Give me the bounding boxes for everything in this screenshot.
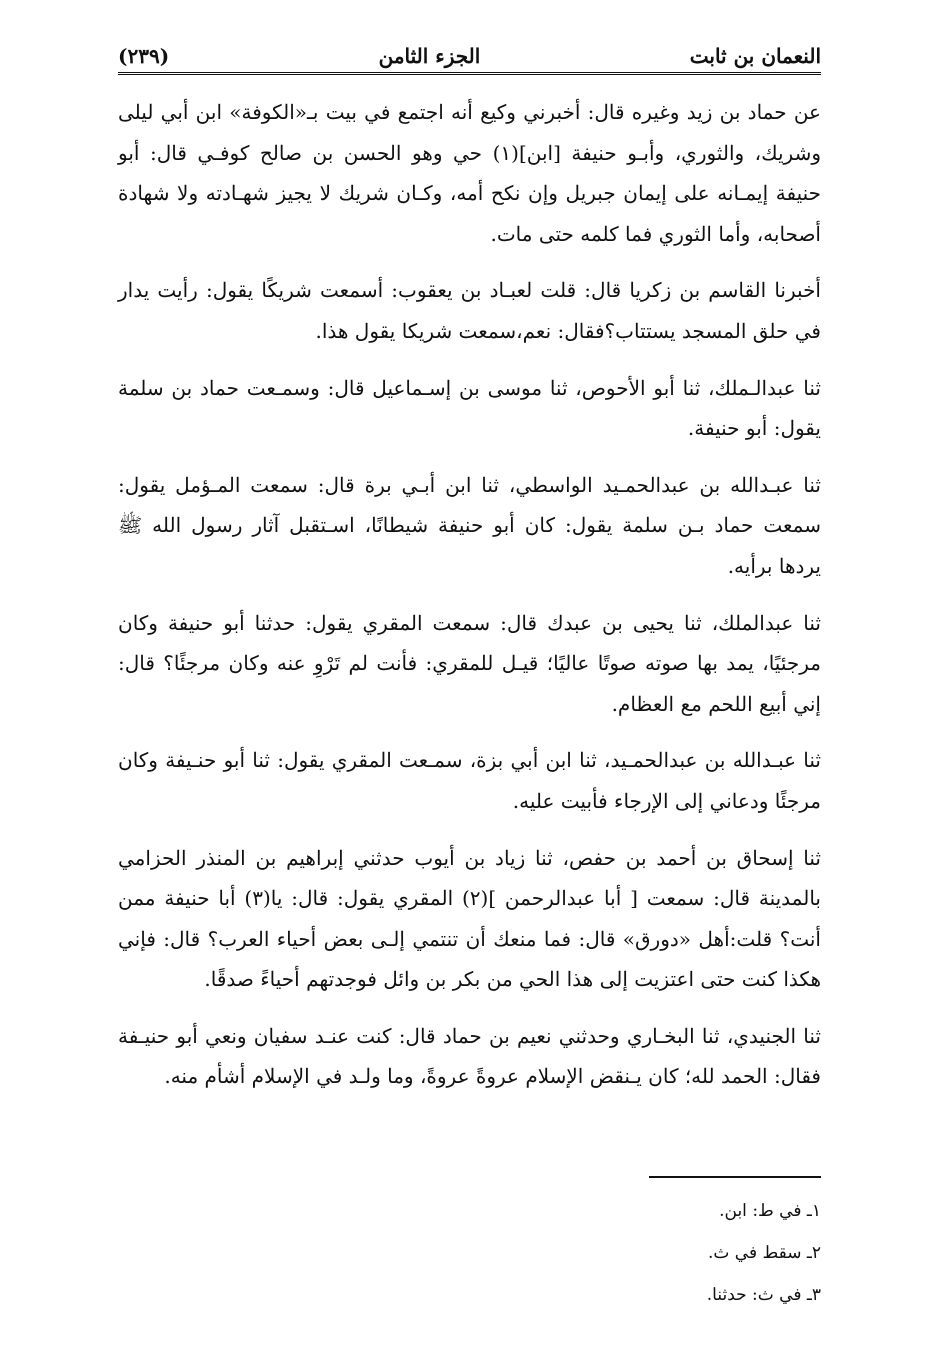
main-text [118, 92, 821, 1113]
footnote-2: ٢ـ سقط في ث. [707, 1243, 821, 1263]
page-header [118, 28, 821, 68]
header-rule [118, 72, 821, 77]
paragraph-6: ثنا عبـدالله بن عبدالحمـيد، ثنا ابن أبي بزة، سمـعت المقري يقول: ثنا أبو حنـيفة وكان مرجئًا ودعاني إلى الإرجاء فأبيت عليه. [118, 748, 821, 813]
paragraph-1: عن حماد بن زيد وغيره قال: أخبرني وكيع أنه اجتمع في بيت بـ«الكوفة» ابن أبي ليلى وشريك، والثوري، وأبـو حنيفة [ابن](١) حي وهو الحسن بن صالح كوفـي قال: أبو حنيفة إيمـانه على إيمان جبريل وإن نكح أمه، وكـان شريك لا يجيز شهـادته ولا شهادة أصحابه، وأما الثوري فما كلمه حتى مات. [118, 100, 822, 246]
paragraph-2: أخبرنا القاسم بن زكريا قال: قلت لعبـاد بن يعقوب: أسمعت شريكًا يقول: رأيت يدار في حلق المسجد يستتاب؟فقال: نعم،سمعت شريكا يقول هذا. [118, 278, 821, 343]
footnotes [118, 1190, 821, 1316]
page-number: (٢٣٩) [118, 44, 170, 68]
paragraph-5: ثنا عبدالملك، ثنا يحيى بن عبدك قال: سمعت المقري يقول: حدثنا أبو حنيفة وكان مرجئيًا، يمد بها صوته صوتًا عاليًا؛ قيـل للمقري: فأنت لم تَرْوِ عنه وكان مرجئًا؟ قال: إني أبيع اللحم مع العظام. [118, 610, 821, 716]
paragraph-8: ثنا الجنيدي، ثنا البخـاري وحدثني نعيم بن حماد قال: كنت عنـد سفيان ونعي أبو حنيـفة فقال: الحمد لله؛ كان يـنقض الإسلام عروةً عروةً، وما ولـد في الإسلام أشأم منه. [118, 1023, 821, 1089]
footnote-1: ١ـ في ط: ابن. [719, 1201, 821, 1221]
footnote-3: ٣ـ في ث: حدثنا. [706, 1285, 821, 1305]
paragraph-4: ثنا عبـدالله بن عبدالحمـيد الواسطي، ثنا ابن أبـي برة قال: سمعت المـؤمل يقول: سمعت حماد بـن سلمة يقول: كان أبو حنيفة شيطانًا، اسـتقبل آثار رسول الله ﷺ يردها برأيه. [118, 472, 821, 578]
book-title: النعمان بن ثابت [689, 44, 821, 68]
part-title: الجزء الثامن [378, 44, 481, 68]
paragraph-7: ثنا إسحاق بن أحمد بن حفص، ثنا زياد بن أيوب حدثني إبراهيم بن المنذر الحزامي بالمدينة قال: سمعت [ أبا عبدالرحمن ](٢) المقري يقول: قال: يا(٣) أبا حنيفة ممن أنت؟ قلت:أهل «دورق» قال: فما منعك أن تنتمي إلـى بعض أحياء العرب؟ قال: فإني هكذا كنت حتى اعتزيت إلى هذا الحي من بكر بن وائل فوجدتهم أحياءً صدقًا. [118, 845, 821, 992]
paragraph-3: ثنا عبدالـملك، ثنا أبو الأحوص، ثنا موسى بن إسـماعيل قال: وسمـعت حماد بن سلمة يقول: أبو حنيفة. [118, 375, 821, 441]
footnote-rule [649, 1176, 821, 1178]
